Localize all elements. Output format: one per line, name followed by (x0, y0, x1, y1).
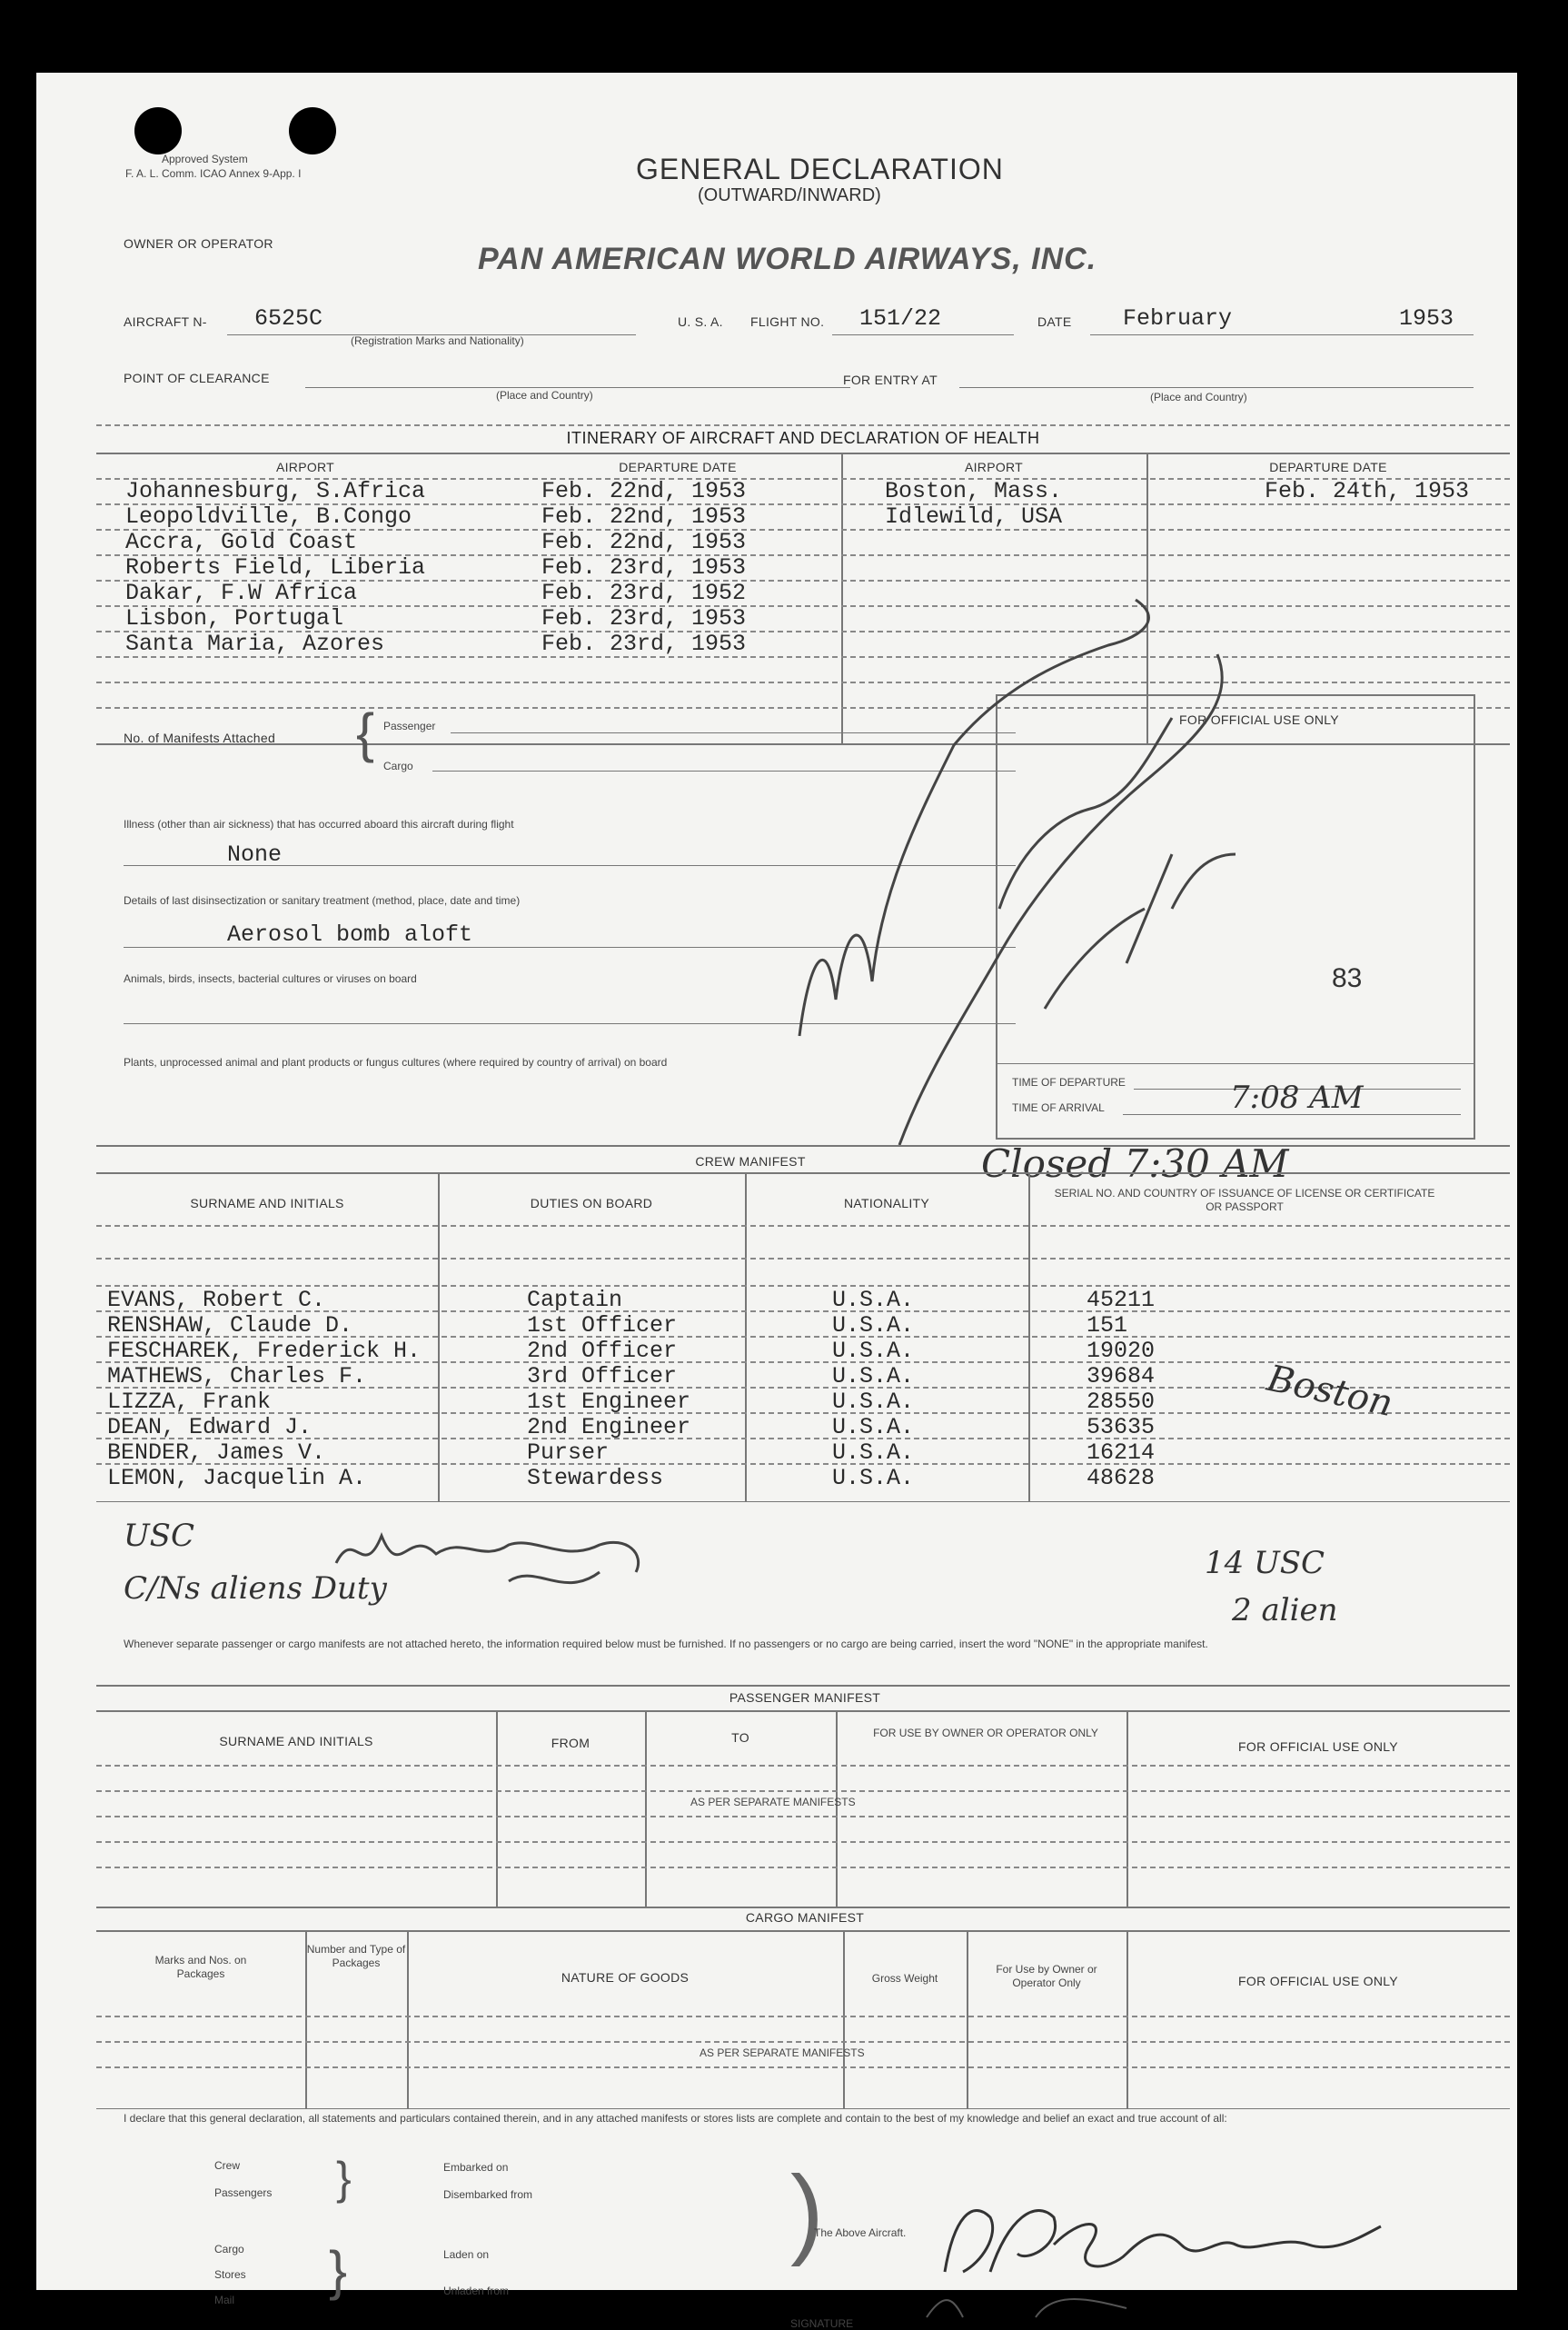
count-handwritten-note-2: 2 alien (1232, 1592, 1338, 1628)
crew-duty: Captain (527, 1287, 623, 1313)
itinerary-col-departure: DEPARTURE DATE (619, 460, 737, 474)
declaration-text: I declare that this general declaration, all statements and particulars contained therein, and in any attached manifests or stores lists are complete and contain to the best of my knowledge and belief an exact and true account of all: (124, 2112, 1227, 2125)
crew-serial: 45211 (1087, 1287, 1156, 1313)
declaration-embarked: Embarked on (443, 2161, 509, 2174)
time-of-arrival-label: TIME OF ARRIVAL (1012, 1101, 1105, 1114)
itinerary-col-airport: AIRPORT (275, 460, 335, 474)
passenger-manifest-title: PASSENGER MANIFEST (729, 1690, 881, 1705)
declaration-above-aircraft: The Above Aircraft. (814, 2226, 907, 2239)
entry-place-label: (Place and Country) (1150, 391, 1247, 403)
signature-label: SIGNATURE (790, 2317, 854, 2330)
flight-number: 151/22 (859, 305, 942, 332)
official-use-title: FOR OFFICIAL USE ONLY (1179, 712, 1339, 727)
punch-hole (134, 107, 182, 154)
approved-system-line2: F. A. L. Comm. ICAO Annex 9-App. I (125, 167, 302, 180)
crew-serial: 151 (1087, 1312, 1128, 1339)
official-number: 83 (1332, 963, 1363, 993)
crew-name: MATHEWS, Charles F. (107, 1363, 367, 1389)
declaration-crew: Crew (214, 2159, 241, 2172)
crew-serial: 48628 (1087, 1465, 1156, 1491)
itinerary-row: Lisbon, Portugal (125, 605, 344, 632)
passenger-manifest-label: Passenger (383, 720, 436, 732)
plants-label: Plants, unprocessed animal and plant products or fungus cultures (where required by country of arrival) on board (124, 1056, 668, 1069)
itinerary-row: Boston, Mass. (885, 478, 1063, 504)
itinerary-title: ITINERARY OF AIRCRAFT AND DECLARATION OF HEALTH (566, 429, 1040, 447)
itinerary-row: Leopoldville, B.Congo (125, 503, 412, 530)
punch-hole (289, 107, 336, 154)
cargo-separate-manifests: AS PER SEPARATE MANIFESTS (700, 2046, 865, 2059)
crew-nationality: U.S.A. (832, 1389, 915, 1415)
crew-nationality: U.S.A. (832, 1287, 915, 1313)
declaration-disembarked: Disembarked from (443, 2188, 533, 2201)
manifests-label: No. of Manifests Attached (124, 731, 276, 745)
crew-duty: 1st Officer (527, 1312, 678, 1339)
operator-name: PAN AMERICAN WORLD AIRWAYS, INC. (478, 242, 1097, 276)
declaration-unladen: Unladen from (443, 2285, 510, 2297)
cargo-manifest-label: Cargo (383, 760, 413, 772)
boston-handwritten-note: Boston (1263, 1357, 1397, 1426)
disinsectization-value: Aerosol bomb aloft (227, 921, 473, 948)
manifest-notice: Whenever separate passenger or cargo manifests are not attached hereto, the information required below must be furnished. If no passengers or no cargo are being carried, insert the word "NONE" in the appropriate manifest. (124, 1638, 1208, 1650)
itinerary-date: Feb. 22nd, 1953 (541, 529, 747, 555)
closed-note-handwritten: Closed 7:30 AM (981, 1141, 1289, 1186)
aircraft-label: AIRCRAFT N- (124, 314, 207, 329)
crew-manifest-title: CREW MANIFEST (695, 1154, 806, 1169)
itinerary-row: Johannesburg, S.Africa (125, 478, 426, 504)
usa-label: U. S. A. (678, 314, 723, 329)
aircraft-registration: 6525C (254, 305, 323, 332)
crew-serial: 28550 (1087, 1389, 1156, 1415)
passenger-col-owner: FOR USE BY OWNER OR OPERATOR ONLY (873, 1727, 1098, 1739)
itinerary-col-airport-2: AIRPORT (964, 460, 1024, 474)
crew-nationality: U.S.A. (832, 1363, 915, 1389)
page-title: GENERAL DECLARATION (636, 153, 1004, 185)
registration-sublabel: (Registration Marks and Nationality) (351, 334, 524, 347)
passenger-col-from: FROM (551, 1736, 590, 1750)
cargo-col-owner: For Use by Owner or Operator Only (996, 1963, 1097, 1989)
crew-name: RENSHAW, Claude D. (107, 1312, 353, 1339)
disinsectization-label: Details of last disinsectization or sanitary treatment (method, place, date and time) (124, 894, 521, 907)
crew-nationality: U.S.A. (832, 1312, 915, 1339)
crew-initials-scribble (327, 1509, 654, 1608)
captain-signature (890, 2163, 1399, 2326)
cargo-manifest-title: CARGO MANIFEST (745, 1910, 865, 1925)
crew-name: FESCHAREK, Frederick H. (107, 1338, 422, 1364)
itinerary-row: Santa Maria, Azores (125, 631, 385, 657)
declaration-stores: Stores (214, 2268, 246, 2281)
crew-col-serial: SERIAL NO. AND COUNTRY OF ISSUANCE OF LICENSE OR CERTIFICATE OR PASSPORT (1054, 1187, 1435, 1213)
crew-duty: 2nd Engineer (527, 1414, 691, 1440)
crew-col-nationality: NATIONALITY (843, 1196, 930, 1210)
crew-col-duties: DUTIES ON BOARD (530, 1196, 653, 1210)
illness-label: Illness (other than air sickness) that has occurred aboard this aircraft during flight (124, 818, 514, 831)
crew-duty: Purser (527, 1439, 610, 1466)
itinerary-row: Dakar, F.W Africa (125, 580, 358, 606)
clearance-label: POINT OF CLEARANCE (124, 371, 270, 385)
itinerary-date: Feb. 22nd, 1953 (541, 478, 747, 504)
crew-name: DEAN, Edward J. (107, 1414, 313, 1440)
declaration-laden: Laden on (443, 2248, 490, 2261)
cargo-col-number: Number and Type of Packages (306, 1943, 406, 1969)
crew-serial: 19020 (1087, 1338, 1156, 1364)
passenger-col-name: SURNAME AND INITIALS (219, 1734, 373, 1748)
cargo-col-marks: Marks and Nos. on Packages (154, 1954, 247, 1980)
itinerary-col-departure-2: DEPARTURE DATE (1269, 460, 1387, 474)
crew-col-name: SURNAME AND INITIALS (190, 1196, 344, 1210)
itinerary-date: Feb. 23rd, 1953 (541, 631, 747, 657)
itinerary-date: Feb. 22nd, 1953 (541, 503, 747, 530)
usc-handwritten-note: USC (124, 1518, 194, 1554)
time-of-departure-label: TIME OF DEPARTURE (1012, 1076, 1126, 1089)
crew-serial: 39684 (1087, 1363, 1156, 1389)
animals-label: Animals, birds, insects, bacterial cultures or viruses on board (124, 972, 417, 985)
passenger-separate-manifests: AS PER SEPARATE MANIFESTS (690, 1796, 856, 1808)
date-label: DATE (1037, 314, 1072, 329)
itinerary-date: Feb. 23rd, 1953 (541, 605, 747, 632)
cargo-col-nature: NATURE OF GOODS (561, 1970, 690, 1985)
entry-label: FOR ENTRY AT (843, 373, 938, 387)
crew-serial: 53635 (1087, 1414, 1156, 1440)
cargo-col-official: FOR OFFICIAL USE ONLY (1238, 1974, 1398, 1988)
itinerary-date: Feb. 23rd, 1952 (541, 580, 747, 606)
owner-label: OWNER OR OPERATOR (124, 236, 273, 251)
approved-system-line1: Approved System (162, 153, 248, 165)
crew-nationality: U.S.A. (832, 1338, 915, 1364)
crew-duty: Stewardess (527, 1465, 664, 1491)
crew-duty: 1st Engineer (527, 1389, 691, 1415)
declaration-mail: Mail (214, 2294, 235, 2306)
itinerary-row: Idlewild, USA (885, 503, 1063, 530)
passenger-col-official: FOR OFFICIAL USE ONLY (1238, 1739, 1398, 1754)
declaration-cargo: Cargo (214, 2243, 244, 2255)
crew-nationality: U.S.A. (832, 1439, 915, 1466)
crew-name: LIZZA, Frank (107, 1389, 272, 1415)
crew-name: EVANS, Robert C. (107, 1287, 326, 1313)
crew-serial: 16214 (1087, 1439, 1156, 1466)
crew-nationality: U.S.A. (832, 1414, 915, 1440)
itinerary-date: Feb. 23rd, 1953 (541, 554, 747, 581)
illness-value: None (227, 841, 283, 868)
count-handwritten-note-1: 14 USC (1205, 1545, 1325, 1581)
crew-name: BENDER, James V. (107, 1439, 326, 1466)
itinerary-row: Roberts Field, Liberia (125, 554, 426, 581)
document-sheet: Approved System F. A. L. Comm. ICAO Annex 9-App. I GENERAL DECLARATION (OUTWARD/INWARD) OWNER OR OPERATOR PAN AMERICAN WORLD AIRWAYS, INC. AIRCRAFT N- 6525C (Registration Marks and Nationality) U. S. A. FLIGHT NO. 151/22 DATE February 1953 POINT OF CLEARANCE (Place and Country) FOR ENTRY AT (Place and Country) ITINERARY OF AIRCRAFT AND DECLARATION OF HEALTH AIRPORT DEPARTURE DATE AIRPORT DEPARTURE DATE Johannesburg, S.Africa Feb. 22nd, 1953 Leopoldville, B.Congo Feb. 22nd, 1953 Accra, Gold Coast Feb. 22nd, 1953 Roberts Field, Liberia Feb. 23rd, 1953 Dakar, F.W Africa Feb. 23rd, 1952 Lisbon, Portugal Feb. 23rd, 1953 Santa Maria, Azores Feb. 23rd, 1953 Boston, Mass. Feb. 24th, 1953 Idlewild, USA No. of Manifests Attached { Passenger Cargo Illness (other than air sickness) that has occurred aboard this aircraft during flight None Details of last disinsectization or sanitary treatment (method, place, date and time) Aerosol bomb aloft Animals, birds, insects, bacterial cultures or viruses on board Plants, unprocessed animal and plant products or fungus cultures (where required by country of arrival) on board FOR OFFICIAL USE ONLY 83 TIME OF DEPARTURE TIME OF ARRIVAL 7:08 AM CREW MANIFEST Closed 7:30 AM SURNAME AND INITIALS DUTIES ON BOARD NATIONALITY SERIAL NO. AND COUNTRY OF ISSUANCE OF LICENSE OR CERTIFICATE OR PASSPORT EVANS, Robert C. Captain U.S.A. 45211 RENSHAW, Claude D. 1st Officer U.S.A. 151 FESCHAREK, Frederick H. 2nd Officer U.S.A. 19020 MATHEWS, Charles F. 3rd Officer U.S.A. 39684 LIZZA, Frank 1st Engineer U.S.A. 28550 DEAN, Edward J. 2nd Engineer U.S.A. 53635 BENDER, James V. Purser U.S.A. 16214 LEMON, Jacquelin A. Stewardess U.S.A. 48628 Boston USC C/Ns aliens Duty 14 USC 2 alien Whenever separate passenger or cargo manifests are not attached hereto, the information required below must be furnished. If no passengers or no cargo are being carried, insert the word "NONE" in the appropriate manifest. PASSENGER MANIFEST SURNAME AND INITIALS FROM TO FOR USE BY OWNER OR OPERATOR ONLY FOR OFFICIAL USE ONLY AS PER SEPARATE MANIFESTS CARGO MANIFEST Marks and Nos. on Packages Number and Type of Packages NATURE OF GOODS Gross Weight For Use by Owner or Operator Only FOR OFFICIAL USE ONLY AS PER SEPARATE MANIFESTS I declare that this general declaration, all statements and particulars contained therein, and in any attached manifests or stores lists are complete and contain to the best of my knowledge and belief an exact and true account of all: Crew Passengers } Embarked on Disembarked from Cargo Stores Mail } Laden on Unladen from ) The Above Aircraft. SIGNATURE (36, 73, 1517, 2290)
crew-name: LEMON, Jacquelin A. (107, 1465, 367, 1491)
crew-duty: 2nd Officer (527, 1338, 678, 1364)
crew-nationality: U.S.A. (832, 1465, 915, 1491)
flight-month: February (1123, 305, 1233, 332)
official-signature-scribble (745, 582, 1381, 1181)
crew-duty: 3rd Officer (527, 1363, 678, 1389)
cargo-col-weight: Gross Weight (871, 1972, 938, 1985)
flight-year: 1953 (1399, 305, 1454, 332)
passenger-col-to: TO (731, 1730, 749, 1745)
arrival-time-handwritten: 7:08 AM (1230, 1080, 1364, 1116)
cns-handwritten-note: C/Ns aliens Duty (124, 1570, 387, 1607)
declaration-passengers: Passengers (214, 2186, 273, 2199)
flight-label: FLIGHT NO. (750, 314, 825, 329)
itinerary-row: Accra, Gold Coast (125, 529, 358, 555)
itinerary-date: Feb. 24th, 1953 (1265, 478, 1470, 504)
page-subtitle: (OUTWARD/INWARD) (698, 185, 881, 205)
clearance-place-label: (Place and Country) (496, 389, 593, 402)
